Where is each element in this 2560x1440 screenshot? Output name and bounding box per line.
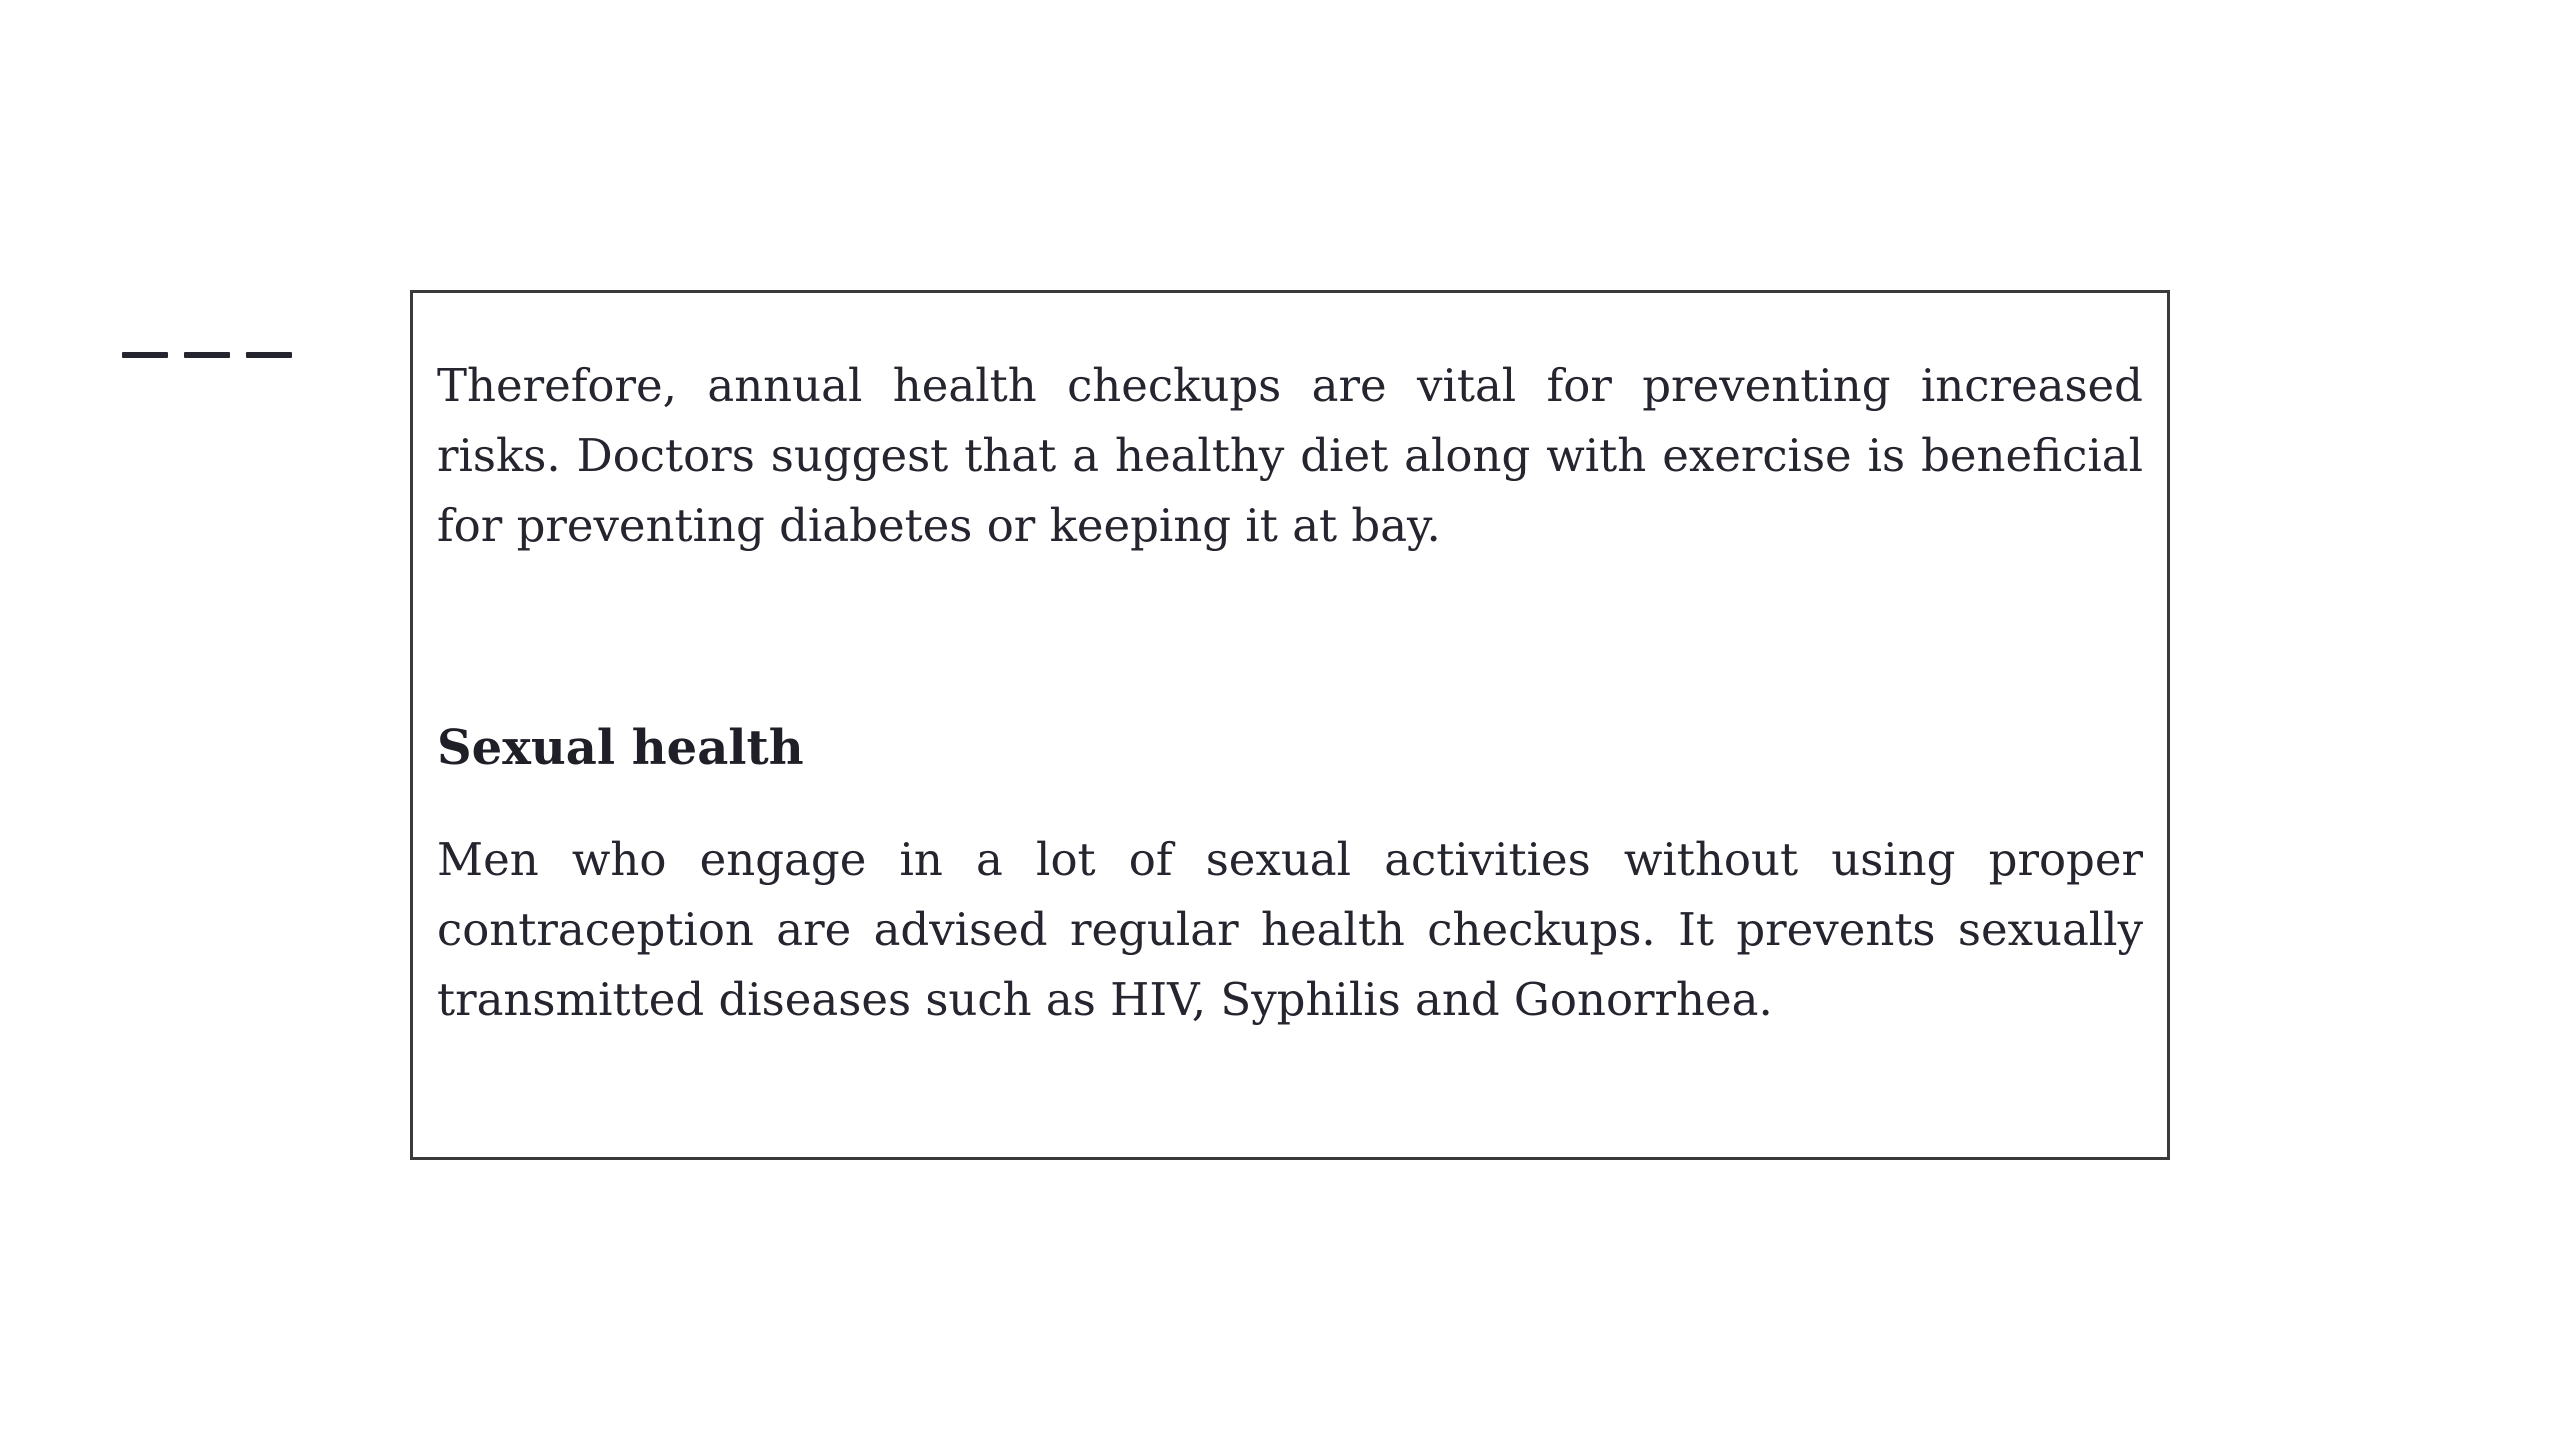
spacer	[437, 783, 2143, 825]
dash-marker	[122, 352, 292, 358]
dash-segment	[246, 352, 292, 358]
spacer	[437, 561, 2143, 713]
section-heading: Sexual health	[437, 720, 804, 776]
paragraph-sexual-health: Men who engage in a lot of sexual activities without using proper contraception are advised regular health checkups. It prevents sexually transmitted diseases such as HIV, Syphilis and Gonorrhea.	[437, 833, 2143, 1026]
paragraph-checkups: Therefore, annual health checkups are vital for preventing increased risks. Doctors suggest that a healthy diet along with exercise is beneficial for preventing diabetes or keeping it at bay.	[437, 359, 2143, 552]
text-box	[410, 290, 2170, 1160]
dash-segment	[122, 352, 168, 358]
dash-segment	[184, 352, 230, 358]
